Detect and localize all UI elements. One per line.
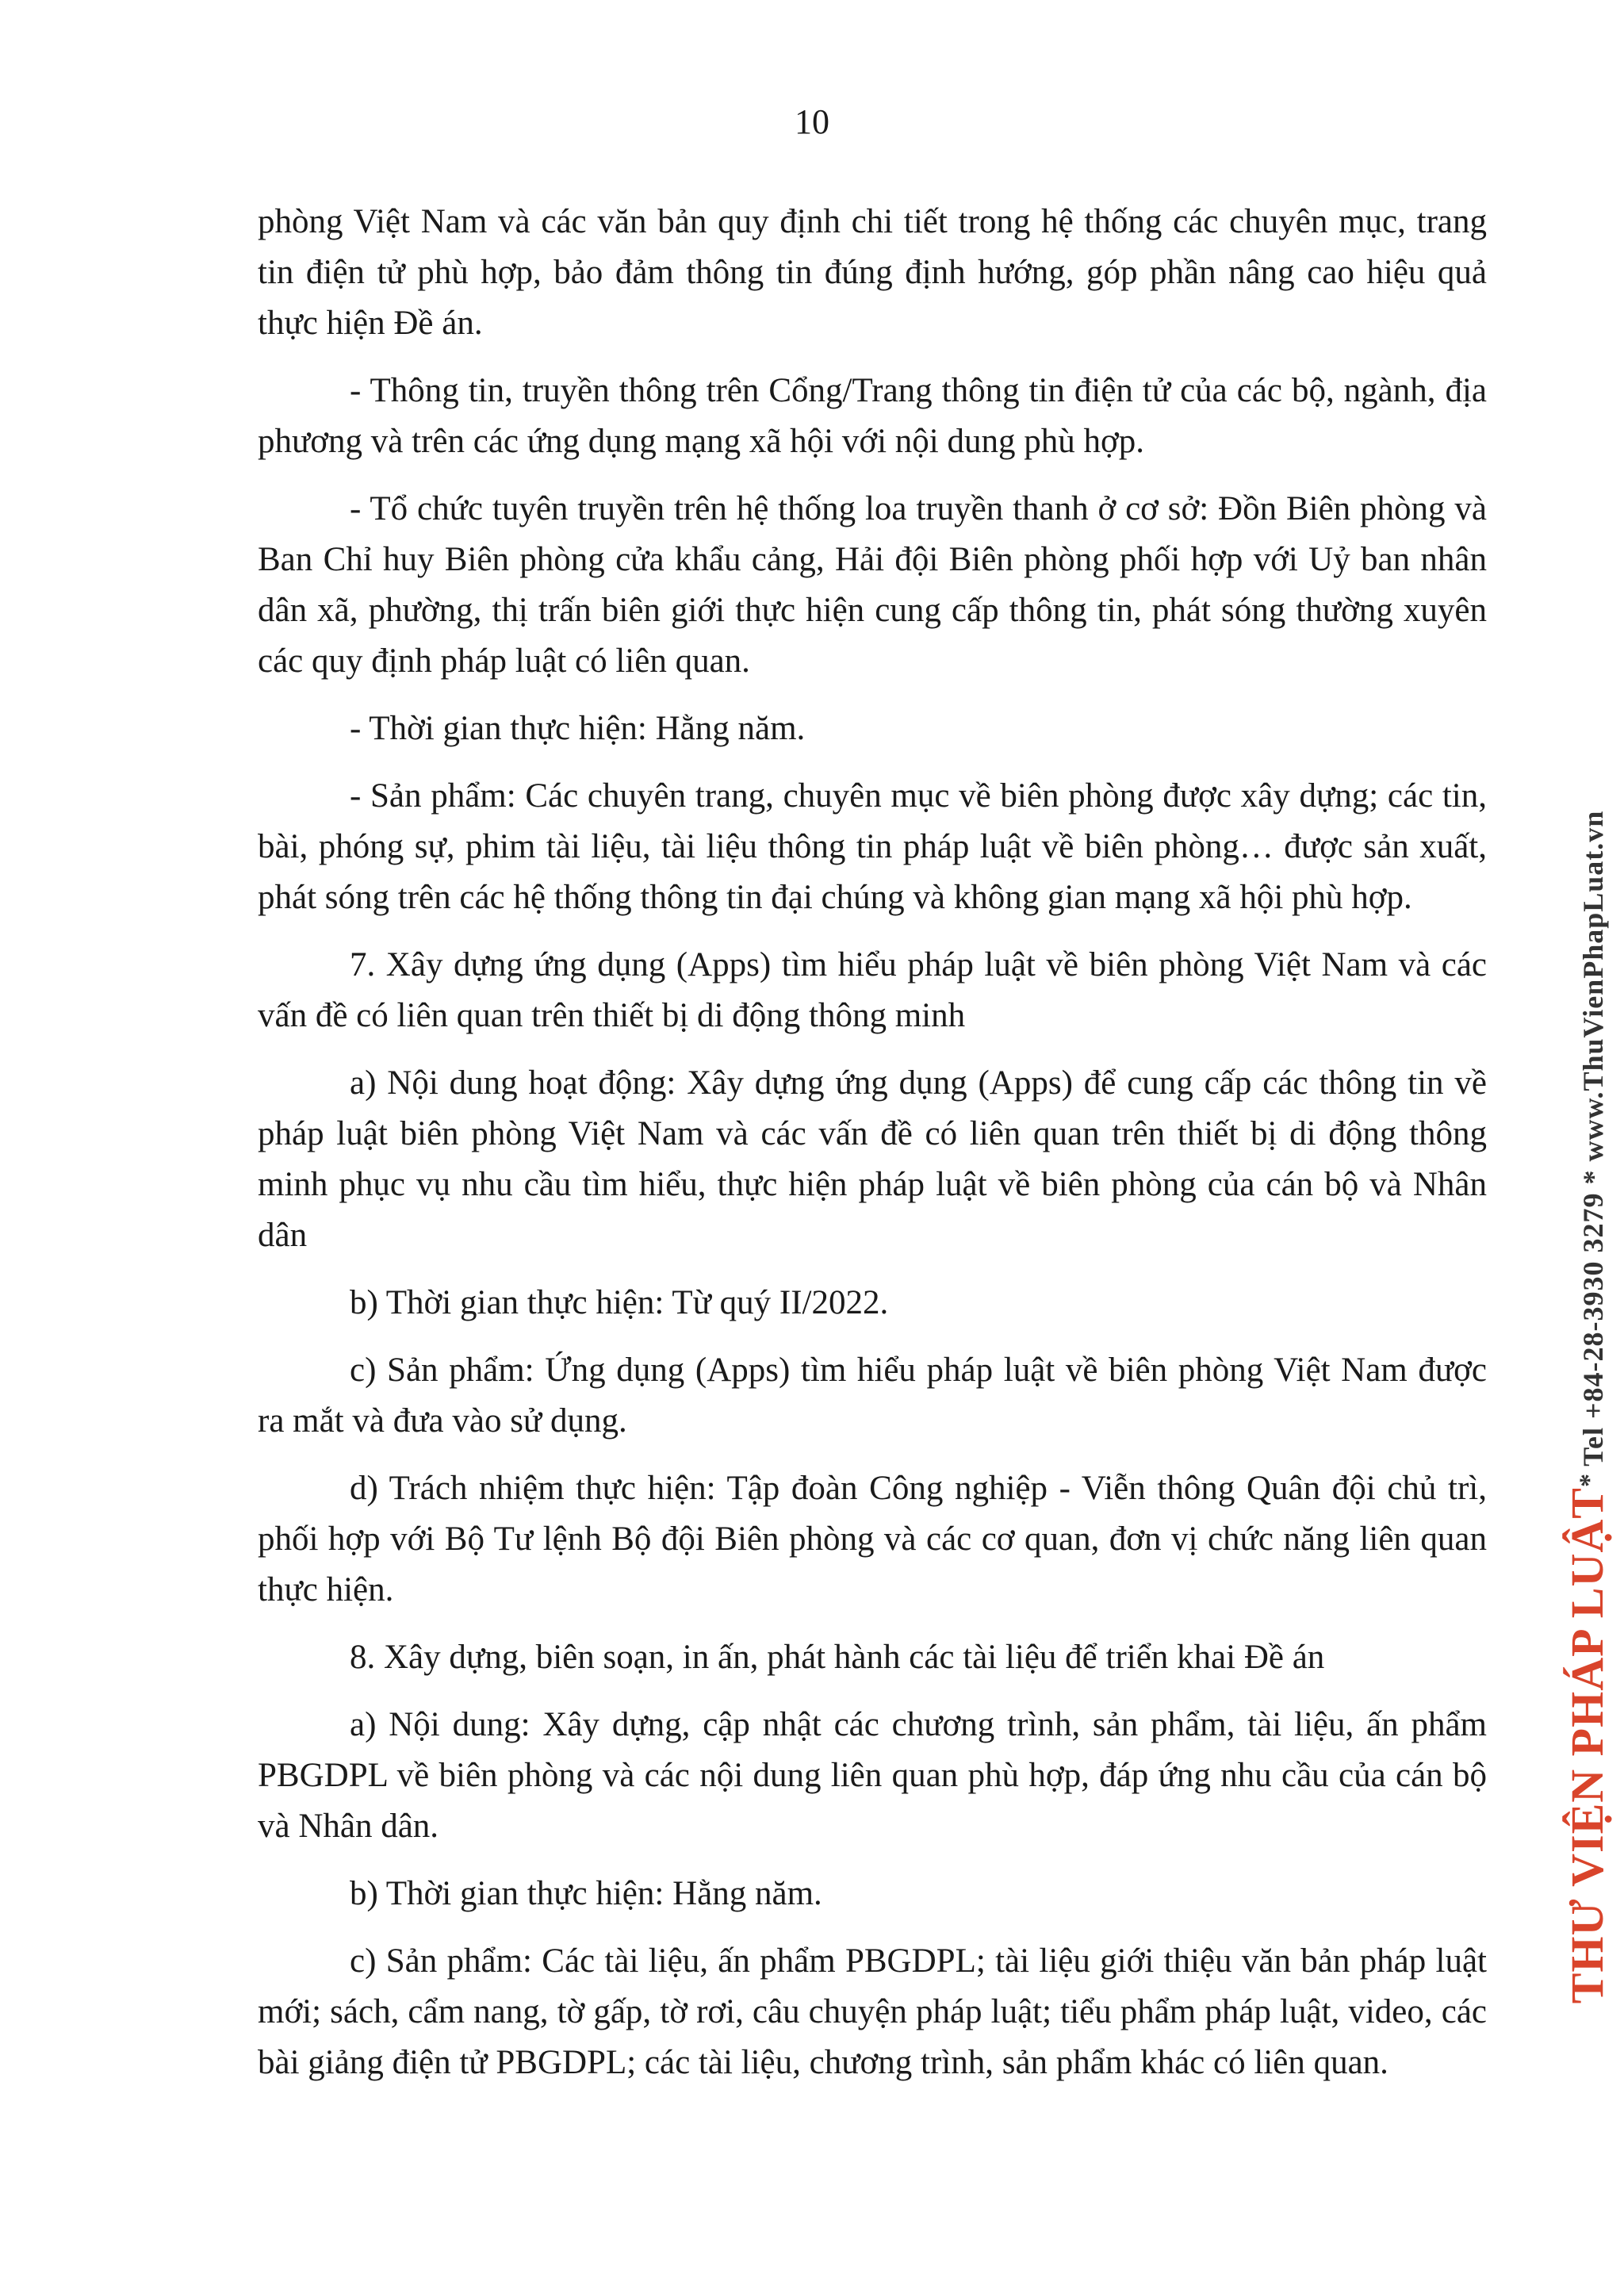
paragraph-8b: b) Thời gian thực hiện: Hằng năm. [350, 1875, 822, 1912]
watermark-contact: Tel +84-28-3930 3279 * www.ThuVienPhapLuat.vn [1577, 810, 1609, 1474]
section-heading-8: 8. Xây dựng, biên soạn, in ấn, phát hành các tài liệu để triển khai Đề án [350, 1639, 1325, 1676]
paragraph-bullet-loudspeaker: - Tổ chức tuyên truyền trên hệ thống loa truyền thanh ở cơ sở: Đồn Biên phòng và Ban Chỉ huy Biên phòng cửa khẩu cảng, Hải đội Biên phòng phối hợp với Uỷ ban nhân dân xã, phường, thị trấn biên giới thực hiện cung cấp thông tin, phát sóng thường xuyên các quy định pháp luật có liên quan. [258, 490, 1487, 680]
paragraph-7a: a) Nội dung hoạt động: Xây dựng ứng dụng (Apps) để cung cấp các thông tin về pháp luật biên phòng Việt Nam và các vấn đề có liên quan trên thiết bị di động thông minh phục vụ nhu cầu tìm hiểu, thực hiện pháp luật về biên phòng của cán bộ và Nhân dân [258, 1064, 1487, 1254]
paragraph-7d: d) Trách nhiệm thực hiện: Tập đoàn Công nghiệp - Viễn thông Quân đội chủ trì, phối hợp với Bộ Tư lệnh Bộ đội Biên phòng và các cơ quan, đơn vị chức năng liên quan thực hiện. [258, 1470, 1487, 1608]
watermark-brand: THƯ VIỆN PHÁP LUẬT [1561, 1487, 1613, 2004]
paragraph-continuation: phòng Việt Nam và các văn bản quy định chi tiết trong hệ thống các chuyên mục, trang tin điện tử phù hợp, bảo đảm thông tin đúng định hướng, góp phần nâng cao hiệu quả thực hiện Đề án. [258, 203, 1487, 342]
paragraph-bullet-portal: - Thông tin, truyền thông trên Cổng/Trang thông tin điện tử của các bộ, ngành, địa phương và trên các ứng dụng mạng xã hội với nội dung phù hợp. [258, 372, 1487, 460]
document-body [258, 197, 1487, 2105]
watermark-star: * [1574, 1474, 1604, 1488]
paragraph-bullet-product: - Sản phẩm: Các chuyên trang, chuyên mục về biên phòng được xây dựng; các tin, bài, phóng sự, phim tài liệu, tài liệu thông tin pháp luật về biên phòng… được sản xuất, phát sóng trên các hệ thống thông tin đại chúng và không gian mạng xã hội phù hợp. [258, 777, 1487, 916]
section-heading-7: 7. Xây dựng ứng dụng (Apps) tìm hiểu pháp luật về biên phòng Việt Nam và các vấn đề có liên quan trên thiết bị di động thông minh [258, 946, 1487, 1034]
paragraph-8c: c) Sản phẩm: Các tài liệu, ấn phẩm PBGDPL; tài liệu giới thiệu văn bản pháp luật mới; sách, cẩm nang, tờ gấp, tờ rơi, câu chuyện pháp luật; tiểu phẩm pháp luật, video, các bài giảng điện tử PBGDPL; các tài liệu, chương trình, sản phẩm khác có liên quan. [258, 1942, 1487, 2081]
vertical-watermark [1561, 810, 1613, 2004]
paragraph-bullet-time: - Thời gian thực hiện: Hằng năm. [350, 710, 806, 747]
paragraph-7b: b) Thời gian thực hiện: Từ quý II/2022. [350, 1284, 889, 1321]
paragraph-8a: a) Nội dung: Xây dựng, cập nhật các chương trình, sản phẩm, tài liệu, ấn phẩm PBGDPL về biên phòng và các nội dung liên quan phù hợp, đáp ứng nhu cầu của cán bộ và Nhân dân. [258, 1706, 1487, 1845]
page-number: 10 [795, 102, 829, 141]
paragraph-7c: c) Sản phẩm: Ứng dụng (Apps) tìm hiểu pháp luật về biên phòng Việt Nam được ra mắt và đưa vào sử dụng. [258, 1352, 1487, 1440]
